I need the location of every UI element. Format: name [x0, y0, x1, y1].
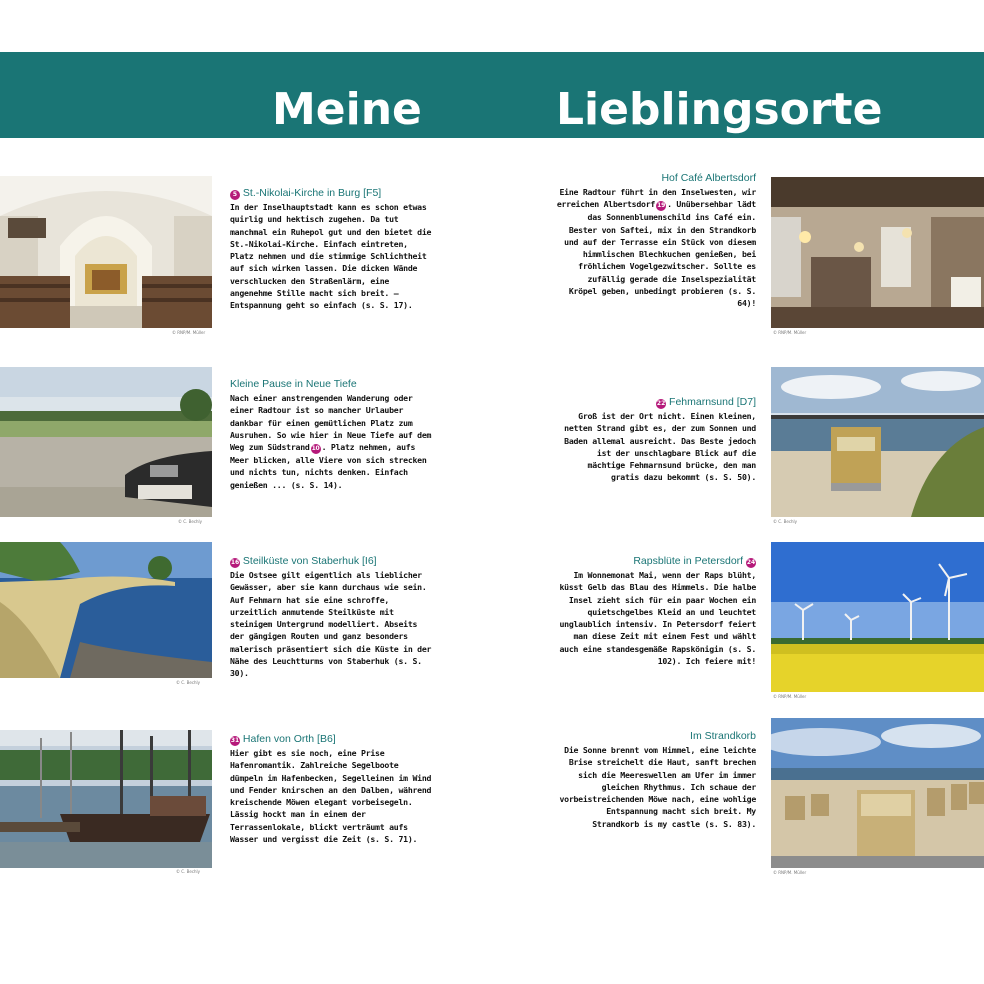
entry-body: Die Ostsee gilt eigentlich als lieblicher Gewässer, aber sie kann durchaus wie sein. Auf Fehmarn hat sie eine schroffe, urzeitlich anmutende Steilküste mit steinigem Untergrund modelliert. Abseits der gängigen Routen und ganz besonders malerisch präsentiert sich die Küste in der Nähe des Leuchtturms von Staberhuk (s. S. 30).: [230, 570, 432, 679]
photo-steilkueste-staberhuk: [0, 542, 212, 678]
entry-body-text: Eine Radtour führt in den Inselwesten, wir erreichen Albertsdorf: [556, 187, 756, 210]
entry-title-text: Steilküste von Staberhuk [I6]: [242, 555, 377, 567]
photo-credit: © RNP/M. Müller: [773, 870, 807, 875]
entry-kleine-pause: [230, 378, 434, 491]
location-badge: 19: [657, 202, 665, 210]
photo-hof-cafe-interior: [771, 177, 984, 328]
entry-body: Im Wonnemonat Mai, wenn der Raps blüht, küsst Gelb das Blau des Himmels. Die halbe Insel zieht sich für ein paar Wochen ein quietschgelbes Kleid an und leuchtet unglaublich intensiv. In Petersdorf feiert man diese Zeit mit einem Fest und wählt auch eine standesgemäße Rapskönigin (s. S. 102). Ich feiere mit!: [559, 570, 756, 667]
photo-credit: © C. Bechly: [176, 869, 201, 874]
page-title-right: Lieblingsorte: [556, 84, 883, 135]
photo-church-interior: [0, 176, 212, 328]
location-badge: 16: [230, 559, 240, 566]
entry-title: Hof Café Albertsdorf: [661, 172, 756, 184]
photo-credit: © RNP/M. Müller: [172, 330, 206, 335]
location-badge: 10: [311, 445, 320, 453]
page-title-left: Meine: [272, 84, 422, 135]
photo-credit: © C. Bechly: [176, 680, 201, 685]
photo-bench-neue-tiefe: [0, 367, 212, 517]
entry-title: [230, 733, 434, 746]
location-badge: 22: [656, 400, 666, 407]
entry-body-text: . Unübersehbar lädt das Sonnenblumenschild ins Café ein. Bester von Saftei, mix in den Strandkorb und auf der Terrasse ein Stück von diesem himmlischen Blechkuchen genießen, bei fröhlichem Vogelgezwitscher. Sollte es zufällig gerade die Inselspezialität Kröpel geben, unbedingt probieren (s. S. 64)!: [564, 199, 756, 309]
location-badge: 24: [746, 559, 756, 566]
entry-title: [230, 555, 434, 568]
entry-title-text: Hafen von Orth [B6]: [242, 733, 336, 745]
entry-rapsbluete: [556, 555, 756, 667]
entry-hafen-orth: [230, 733, 434, 845]
photo-hafen-orth: [0, 730, 212, 868]
photo-rapsfeld-windraeder: [771, 542, 984, 692]
entry-title-text: Fehmarnsund [D7]: [669, 396, 756, 408]
entry-body-text: Nach einer anstrengenden Wanderung oder einer Radtour ist so mancher Urlauber dankbar für einen gemütlichen Platz zum Ausruhen. So wie hier in Neue Tiefe auf dem Weg zum Südstrand: [230, 393, 432, 453]
entry-title: [230, 187, 434, 200]
photo-credit: © C. Bechly: [178, 519, 203, 524]
entry-hof-cafe: [556, 172, 756, 310]
entry-st-nikolai: [230, 187, 434, 312]
photo-fehmarnsund-beach: [771, 367, 984, 517]
photo-credit: © RNP/M. Müller: [773, 694, 807, 699]
entry-body: Die Sonne brennt vom Himmel, eine leichte Brise streichelt die Haut, sanft brechen sich die Meereswellen am Ufer im immer gleichen Rhythmus. Ich schaue der vorbeistreichenden Möwe nach, eine wohlige Entspannung macht sich breit. My Strandkorb is my castle (s. S. 83).: [559, 745, 756, 829]
entry-fehmarnsund: [556, 396, 756, 484]
entry-body: In der Inselhauptstadt kann es schon etwas quirlig und hektisch zugehen. Da tut manchmal ein Ruhepol gut und den bietet die St.-Nikolai-Kirche. Einfach eintreten, Platz nehmen und die stimmige Schlichtheit auf sich wirken lassen. Die dicken Wände verschlucken den Straßenlärm, eine angenehme Stille macht sich breit. – Entspannung geht so einfach (s. S. 17).: [230, 202, 432, 311]
entry-title: Kleine Pause in Neue Tiefe: [230, 378, 357, 390]
entry-title: Im Strandkorb: [690, 730, 756, 742]
entry-body: Groß ist der Ort nicht. Einen kleinen, netten Strand gibt es, der zum Sonnen und Baden allemal ausreicht. Das Beste jedoch ist der unschlagbare Blick auf die mächtige Fehmarnsund brücke, den man gratis dazu bekommt (s. S. 50).: [564, 411, 756, 483]
photo-credit: © C. Bechly: [773, 519, 798, 524]
entry-steilkueste: [230, 555, 434, 680]
location-badge: 5: [230, 190, 240, 200]
location-badge: 31: [230, 737, 240, 744]
photo-credit: © RNP/M. Müller: [773, 330, 807, 335]
entry-body: [230, 392, 434, 491]
entry-body-text: . Platz nehmen, aufs Meer blicken, alle Viere von sich strecken und nichts tun, nichts denken. Einfach genießen ... (s. S. 14).: [230, 442, 427, 490]
entry-strandkorb: [556, 730, 756, 830]
entry-body: Hier gibt es sie noch, eine Prise Hafenromantik. Zahlreiche Segelboote dümpeln im Hafenbecken, Segelleinen im Wind und Fender knirschen an den Dalben, während kreischende Möwen elegant vorbeisegeln. Lässig hockt man in einem der Terrassenlokale, blickt verträumt aufs Wasser und vergisst die Zeit (s. S. 71).: [230, 748, 432, 845]
entry-body: [556, 186, 756, 310]
entry-title: [556, 555, 756, 568]
photo-strandkoerbe: [771, 718, 984, 868]
entry-title: [556, 396, 756, 409]
entry-title-text: St.-Nikolai-Kirche in Burg [F5]: [242, 187, 382, 199]
entry-title-text: Rapsblüte in Petersdorf: [633, 555, 744, 567]
